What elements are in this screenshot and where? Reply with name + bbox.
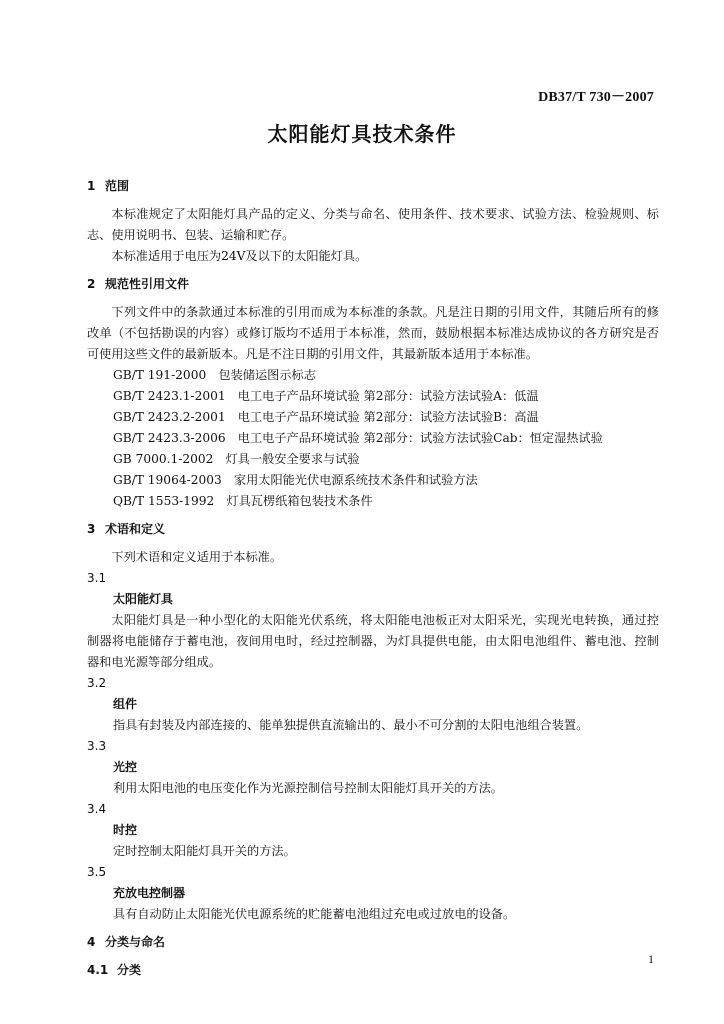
section-number: 2 [87, 277, 96, 291]
section-heading-2 [87, 274, 659, 295]
reference-item: QB/T 1553-1992 灯具瓦楞纸箱包装技术条件 [113, 494, 373, 508]
reference-item: GB/T 2423.2-2001 电工电子产品环境试验 第2部分：试验方法试验B：高温 [113, 410, 539, 424]
term-definition: 具有自动防止太阳能光伏电源系统的贮能蓄电池组过充电或过放电的设备。 [113, 907, 516, 921]
section-heading-1 [87, 176, 659, 197]
subsection-heading-4-1 [87, 960, 659, 981]
section-number: 1 [87, 179, 96, 193]
term-definition: 利用太阳电池的电压变化作为光源控制信号控制太阳能灯具开关的方法。 [113, 781, 503, 795]
section-title: 分类与命名 [105, 935, 166, 949]
clause-number: 3.2 [87, 676, 107, 690]
references-intro: 下列文件中的条款通过本标准的引用而成为本标准的条款。凡是注日期的引用文件，其随后所有的修改单（不包括勘误的内容）或修订版均不适用于本标准，然而，鼓励根据本标准达成协议的各方研究是否可使用这些文件的最新版本。凡是不注日期的引用文件，其最新版本适用于本标准。 [87, 305, 659, 361]
term-definition: 指具有封装及内部连接的、能单独提供直流输出的、最小不可分割的太阳电池组合装置。 [113, 718, 589, 732]
term-name: 光控 [113, 760, 138, 774]
clause-number: 3.5 [87, 865, 107, 879]
page-number: 1 [648, 952, 654, 966]
term-name: 时控 [113, 823, 138, 837]
reference-item: GB/T 2423.3-2006 电工电子产品环境试验 第2部分：试验方法试验Cab：恒定湿热试验 [113, 431, 603, 445]
subsection-number: 4.1 [87, 963, 109, 977]
section-title: 术语和定义 [105, 522, 166, 536]
reference-item: GB/T 19064-2003 家用太阳能光伏电源系统技术条件和试验方法 [113, 473, 478, 487]
clause-number: 3.4 [87, 802, 107, 816]
term-definition: 太阳能灯具是一种小型化的太阳能光伏系统，将太阳能电池板正对太阳采光，实现光电转换，通过控制器将电能储存于蓄电池，夜间用电时，经过控制器，为灯具提供电能，由太阳电池组件、蓄电池、控制器和电光源等部分组成。 [87, 613, 659, 669]
section-title: 范围 [105, 179, 130, 193]
clause-number: 3.1 [87, 571, 107, 585]
document-body [87, 176, 659, 988]
reference-item: GB/T 2423.1-2001 电工电子产品环境试验 第2部分：试验方法试验A：低温 [113, 389, 539, 403]
subsection-title: 分类 [117, 963, 142, 977]
term-name: 充放电控制器 [113, 886, 186, 900]
clause-number: 3.3 [87, 739, 107, 753]
section-heading-4 [87, 932, 659, 953]
term-name: 太阳能灯具 [113, 592, 174, 606]
reference-item: GB 7000.1-2002 灯具一般安全要求与试验 [113, 452, 360, 466]
reference-item: GB/T 191-2000 包装储运图示标志 [113, 368, 316, 382]
section-title: 规范性引用文件 [105, 277, 190, 291]
terms-intro: 下列术语和定义适用于本标准。 [111, 550, 283, 564]
document-title: 太阳能灯具技术条件 [267, 122, 457, 146]
scope-applicability: 本标准适用于电压为24V及以下的太阳能灯具。 [111, 249, 368, 263]
section-number: 3 [87, 522, 96, 536]
scope-paragraph: 本标准规定了太阳能灯具产品的定义、分类与命名、使用条件、技术要求、试验方法、检验规则、标志、使用说明书、包装、运输和贮存。 [87, 207, 659, 242]
section-heading-3 [87, 519, 659, 540]
term-name: 组件 [113, 697, 138, 711]
section-number: 4 [87, 935, 96, 949]
standard-code: DB37/T 730－2007 [538, 90, 654, 105]
term-definition: 定时控制太阳能灯具开关的方法。 [113, 844, 296, 858]
